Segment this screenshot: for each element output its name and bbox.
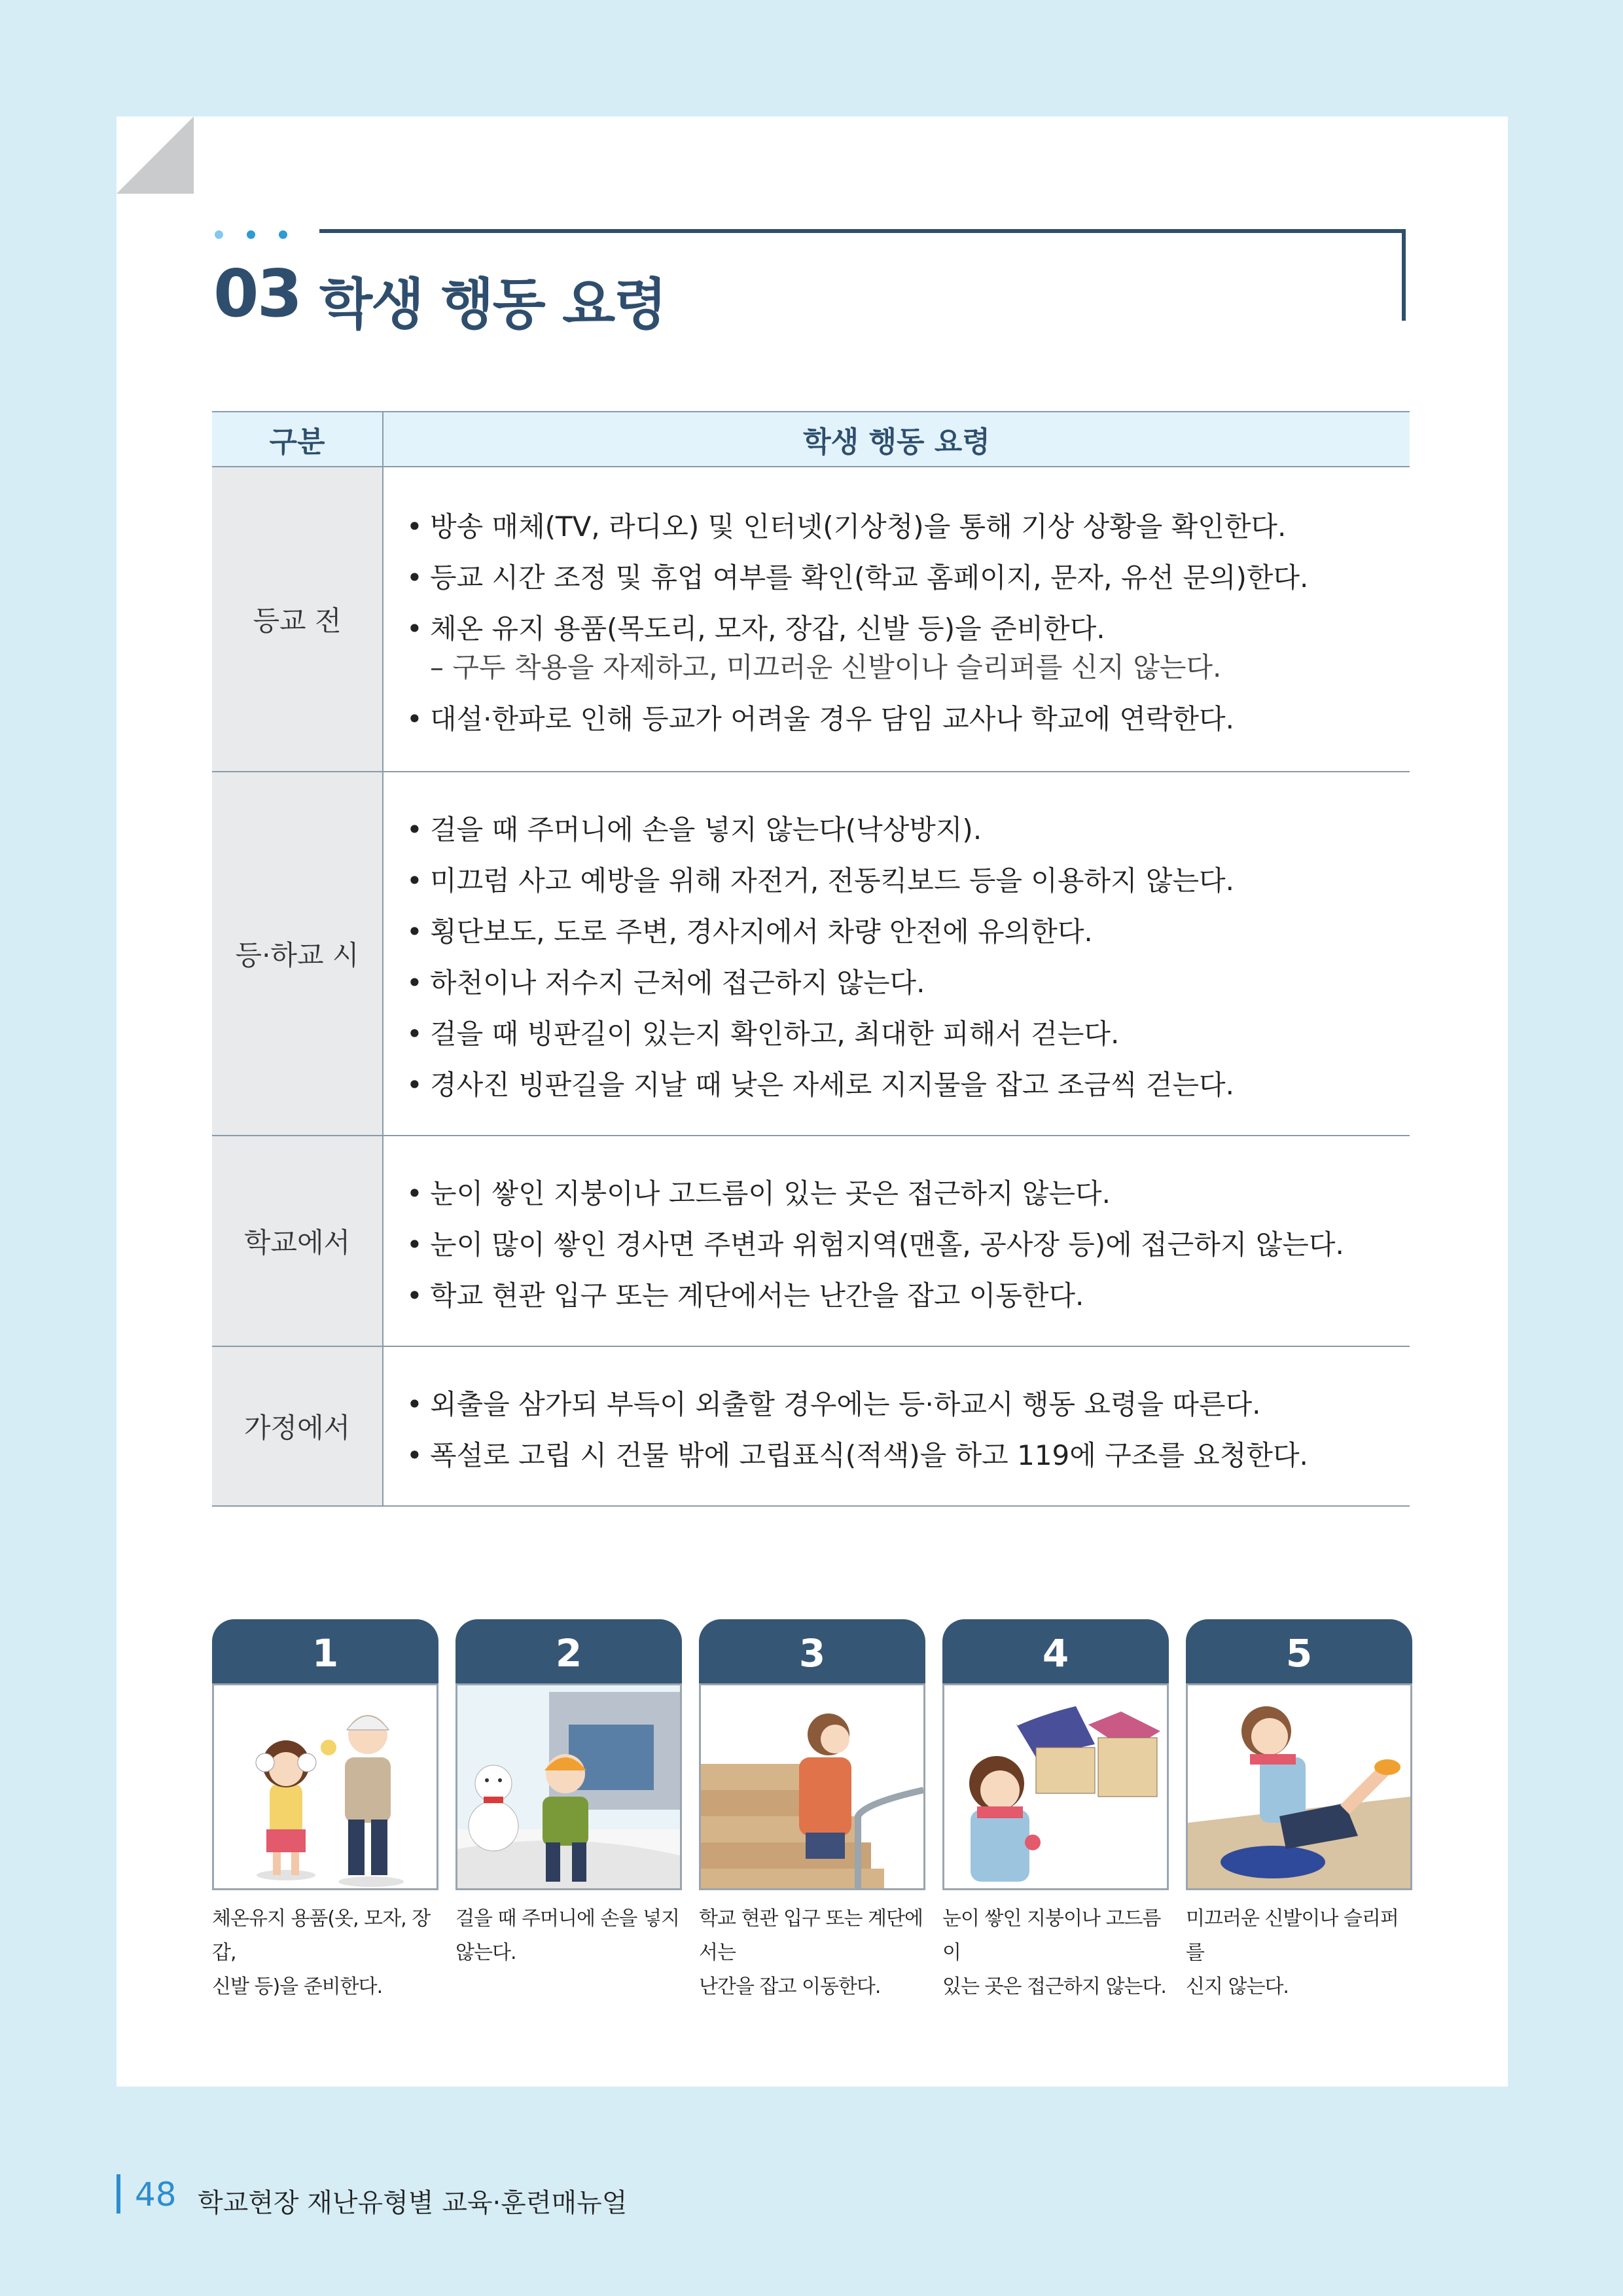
icicle-roof-illustration	[942, 1683, 1169, 1890]
card-caption: 학교 현관 입구 또는 계단에서는 난간을 잡고 이동한다.	[699, 1907, 923, 1998]
table-header-row	[212, 412, 1410, 467]
card-number: 2	[455, 1619, 682, 1683]
list-item: • 경사진 빙판길을 지날 때 낮은 자세로 지지물을 잡고 조금씩 걷는다.	[406, 1069, 1234, 1101]
list-subitem: – 구두 착용을 자제하고, 미끄러운 신발이나 슬리퍼를 신지 않는다.	[430, 651, 1222, 683]
card-number: 1	[212, 1619, 438, 1683]
list-item: • 눈이 많이 쌓인 경사면 주변과 위험지역(맨홀, 공사장 등)에 접근하지 않는다.	[406, 1229, 1344, 1261]
card-number: 4	[942, 1619, 1169, 1683]
table-row	[212, 467, 1410, 772]
card-caption: 걸을 때 주머니에 손을 넣지 않는다.	[455, 1907, 679, 1964]
list-item: • 대설·한파로 인해 등교가 어려울 경우 담임 교사나 학교에 연락한다.	[406, 703, 1234, 735]
card-caption: 눈이 쌓인 지붕이나 고드름이 있는 곳은 접근하지 않는다.	[942, 1907, 1166, 1998]
footer-accent-bar	[116, 2174, 120, 2214]
list-item: • 학교 현관 입구 또는 계단에서는 난간을 잡고 이동한다.	[406, 1280, 1084, 1312]
table-row	[212, 1136, 1410, 1346]
list-item: • 방송 매체(TV, 라디오) 및 인터넷(기상청)을 통해 기상 상황을 확인한다.	[406, 511, 1287, 543]
table-row	[212, 1346, 1410, 1506]
list-item: • 눈이 쌓인 지붕이나 고드름이 있는 곳은 접근하지 않는다.	[406, 1177, 1111, 1210]
card-number: 3	[699, 1619, 925, 1683]
card-number: 5	[1186, 1619, 1412, 1683]
illustration-card	[455, 1619, 682, 1970]
illustration-card	[1186, 1619, 1412, 2004]
illustration-card	[212, 1619, 438, 2004]
list-item: • 횡단보도, 도로 주변, 경사지에서 차량 안전에 유의한다.	[406, 916, 1093, 948]
row-items	[383, 772, 1410, 1136]
row-category: 학교에서	[212, 1136, 383, 1346]
document-page	[116, 117, 1508, 2087]
row-category: 등교 전	[212, 467, 383, 772]
column-header-guidelines: 학생 행동 요령	[383, 412, 1410, 467]
list-item: • 체온 유지 용품(목도리, 모자, 장갑, 신발 등)을 준비한다.	[406, 613, 1105, 645]
row-category: 등·하교 시	[212, 772, 383, 1136]
manual-title: 학교현장 재난유형별 교육·훈련매뉴얼	[198, 2188, 628, 2218]
list-item: • 외출을 삼가되 부득이 외출할 경우에는 등·하교시 행동 요령을 따른다.	[406, 1388, 1261, 1420]
illustration-card	[942, 1619, 1169, 2004]
heading-dots	[215, 229, 311, 242]
card-caption: 체온유지 용품(옷, 모자, 장갑, 신발 등)을 준비한다.	[212, 1907, 431, 1998]
row-items	[383, 1136, 1410, 1346]
list-item: • 등교 시간 조정 및 휴업 여부를 확인(학교 홈페이지, 문자, 유선 문의)한다.	[406, 562, 1309, 594]
table-row	[212, 772, 1410, 1136]
column-header-category: 구분	[212, 412, 383, 467]
page-number: 48	[135, 2176, 177, 2214]
card-caption: 미끄러운 신발이나 슬리퍼를 신지 않는다.	[1186, 1907, 1399, 1998]
list-item: • 미끄럼 사고 예방을 위해 자전거, 전동킥보드 등을 이용하지 않는다.	[406, 865, 1234, 897]
list-item: • 하천이나 저수지 근처에 접근하지 않는다.	[406, 967, 925, 999]
list-item: • 걸을 때 빙판길이 있는지 확인하고, 최대한 피해서 걷는다.	[406, 1018, 1120, 1050]
row-category: 가정에서	[212, 1346, 383, 1506]
section-title: 학생 행동 요령	[319, 272, 666, 336]
stair-handrail-illustration	[699, 1683, 925, 1890]
slipping-on-ice-illustration	[1186, 1683, 1412, 1890]
winter-clothing-illustration	[212, 1683, 438, 1890]
row-items	[383, 1346, 1410, 1506]
behavior-table	[212, 411, 1410, 1507]
walking-in-snow-illustration	[455, 1683, 682, 1890]
page-fold-corner	[116, 117, 194, 194]
list-item: • 걸을 때 주머니에 손을 넣지 않는다(낙상방지).	[406, 814, 982, 846]
section-number: 03	[213, 255, 301, 332]
illustration-card	[699, 1619, 925, 2004]
row-items	[383, 467, 1410, 772]
list-item: • 폭설로 고립 시 건물 밖에 고립표식(적색)을 하고 119에 구조를 요청한다.	[406, 1439, 1308, 1471]
